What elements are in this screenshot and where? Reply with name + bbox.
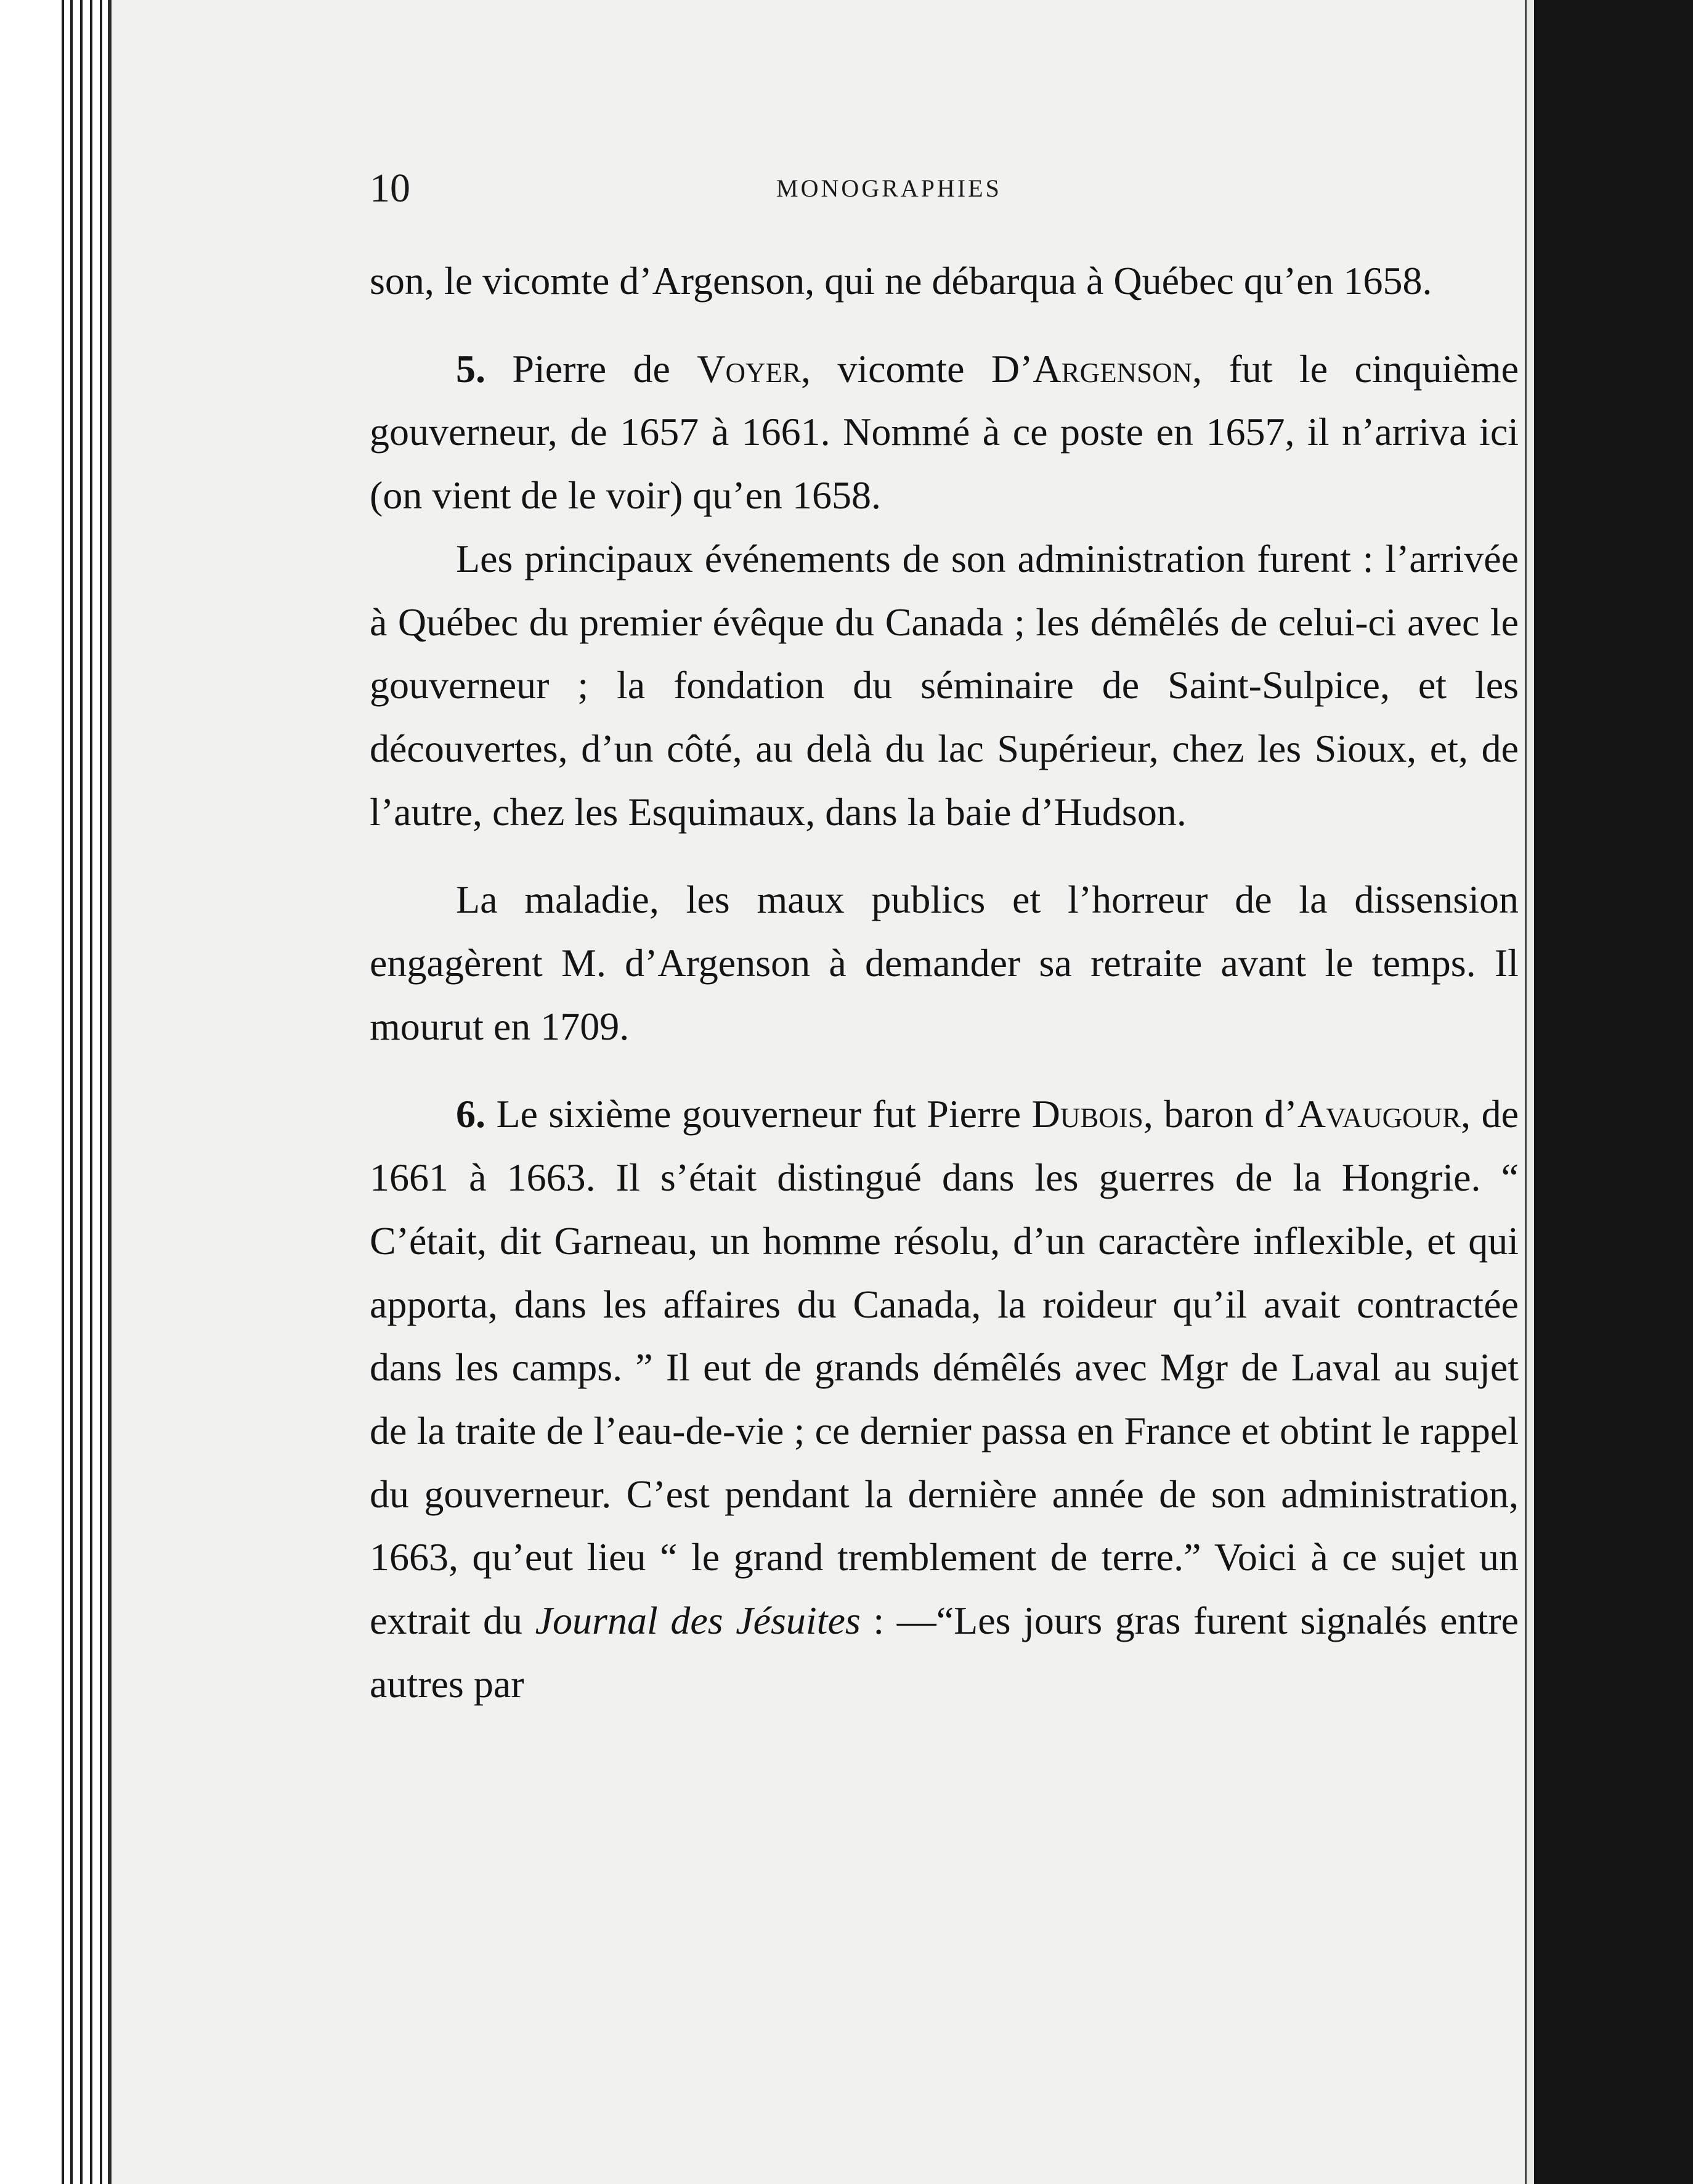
section-number: 5.: [456, 346, 485, 391]
paragraph-events: Les principaux événements de son administration furent : l’arrivée à Québec du premier évêque du Canada ; les démêlés de celui-ci avec le gouverneur ; la fondation du séminaire de Saint-Sulpice, et les découvertes, d’un côté, au delà du lac Supérieur, chez les Sioux, et, de l’autre, chez les Esquimaux, dans la baie d’Hudson.: [370, 536, 1519, 834]
page-header: [370, 165, 1516, 214]
journal-title: Journal des Jésuites: [535, 1599, 861, 1643]
page-number: 10: [370, 166, 410, 211]
paragraph-5: 5. Pierre de Voyer, vicomte D’Argenson, fut le cinquième gouverneur, de 1657 à 1661. Nommé à ce poste en 1657, il n’arriva ici (on vient de le voir) qu’en 1658.: [370, 346, 1519, 518]
running-head: MONOGRAPHIES: [776, 174, 1002, 202]
binding-shadow: [1534, 0, 1693, 2184]
paragraph-retirement: La maladie, les maux publics et l’horreur de la dissension engagèrent M. d’Argenson à demander sa retraite avant le temps. Il mourut en 1709.: [370, 878, 1519, 1048]
body-text: [370, 250, 1519, 1716]
paragraph-6: 6. Le sixième gouverneur fut Pierre Dubois, baron d’Avaugour, de 1661 à 1663. Il s’était distingué dans les guerres de la Hongrie. “ C’était, dit Garneau, un homme résolu, d’un caractère inflexible, et qui apporta, dans les affaires du Canada, la roideur qu’il avait contractée dans les camps. ” Il eut de grands démêlés avec Mgr de Laval au sujet de la traite de l’eau-de-vie ; ce dernier passa en France et obtint le rappel du gouverneur. C’est pendant la dernière année de son administration, 1663, qu’eut lieu “ le grand tremblement de terre.” Voici à ce sujet un extrait du Journal des Jésuites : —“Les jours gras furent signalés entre autres par: [370, 1092, 1519, 1706]
paragraph-continuation: son, le vicomte d’Argenson, qui ne débarqua à Québec qu’en 1658.: [370, 259, 1432, 303]
section-number: 6.: [456, 1092, 485, 1136]
